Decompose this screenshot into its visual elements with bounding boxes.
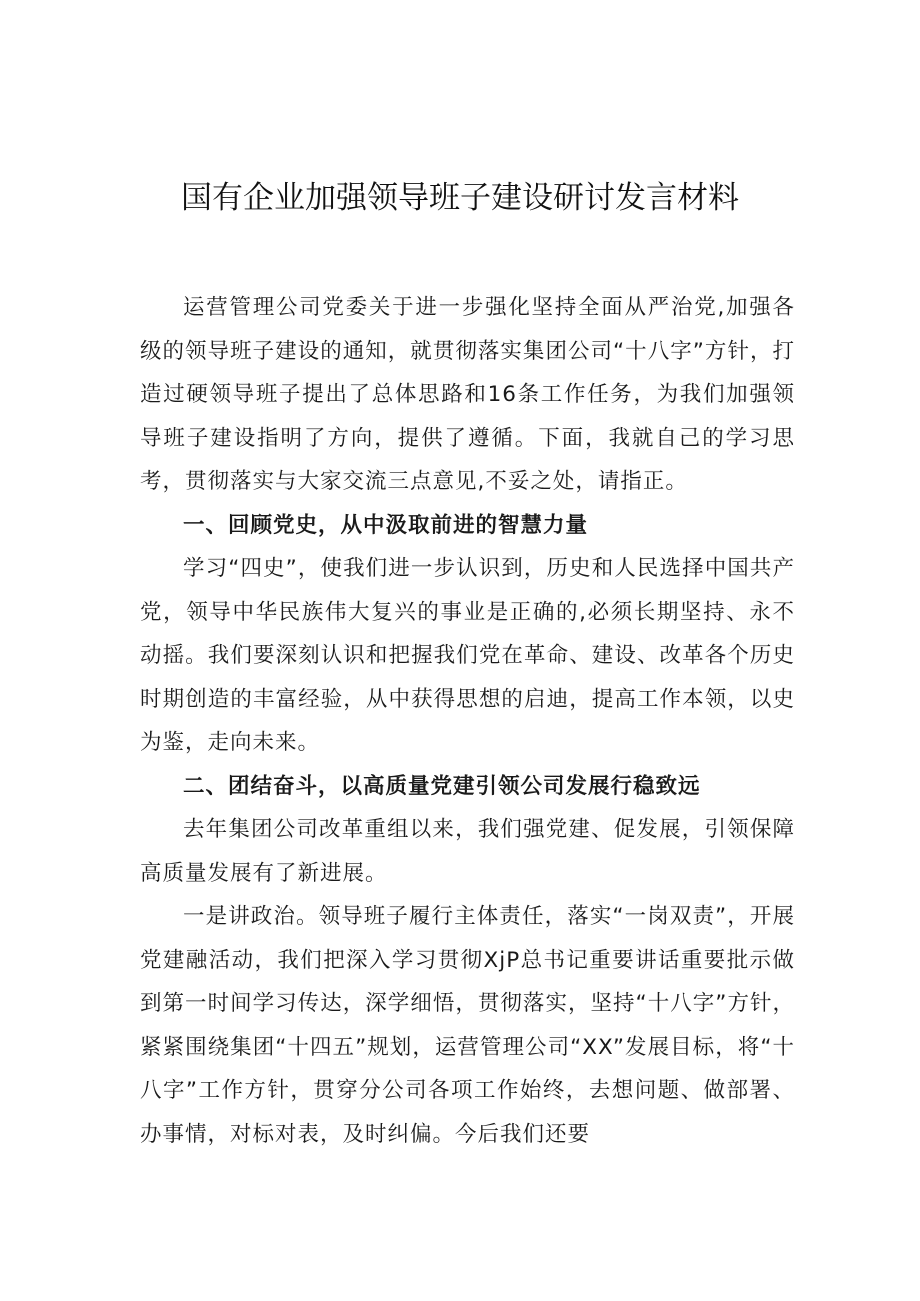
intro-paragraph: 运营管理公司党委关于进一步强化坚持全面从严治党,加强各级的领导班子建设的通知，就贯彻落实集团公司“十八字”方针，打造过硬领导班子提出了总体思路和16条工作任务，为我们加强领导班子建设指明了方向，提供了遵循。下面，我就自己的学习思考，贯彻落实与大家交流三点意见,不妥之处，请指正。 (140, 295, 795, 494)
section-heading-1: 一、回顾党史，从中汲取前进的智慧力量 (183, 512, 589, 538)
section-2-paragraph-2: 一是讲政治。领导班子履行主体责任，落实“一岗双责”，开展党建融活动，我们把深入学习贯彻XjP总书记重要讲话重要批示做到第一时间学习传达，深学细悟，贯彻落实，坚持“十八字”方针，紧紧围绕集团“十四五”规划，运营管理公司“XX”发展目标，将“十八字”工作方针，贯穿分公司各项工作始终，去想问题、做部署、办事情，对标对表，及时纠偏。今后我们还要 (140, 904, 795, 1147)
document-title: 国有企业加强领导班子建设研讨发言材料 (181, 180, 739, 216)
section-heading-2: 二、团结奋斗，以高质量党建引领公司发展行稳致远 (183, 773, 701, 799)
section-2-paragraph-1: 去年集团公司改革重组以来，我们强党建、促发展，引领保障高质量发展有了新进展。 (140, 817, 795, 886)
document-body (140, 286, 795, 1156)
section-1-paragraph: 学习“四史”，使我们进一步认识到，历史和人民选择中国共产党，领导中华民族伟大复兴的事业是正确的,必须长期坚持、永不动摇。我们要深刻认识和把握我们党在革命、建设、改革各个历史时期创造的丰富经验，从中获得思想的启迪，提高工作本领，以史为鉴，走向未来。 (140, 556, 795, 755)
